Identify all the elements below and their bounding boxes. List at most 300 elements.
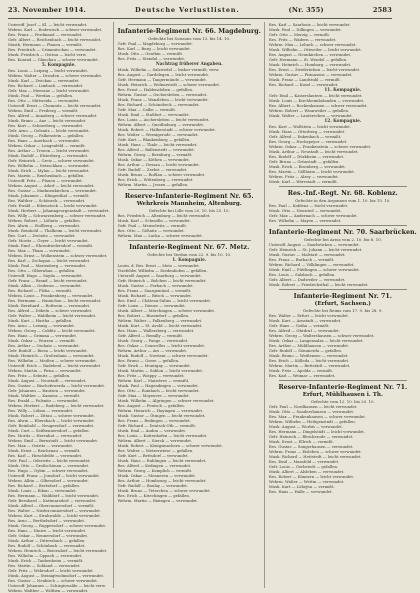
header-page-number: 2583	[372, 6, 392, 14]
list-item: Res. Richard — Kusel — verwundet.	[268, 82, 339, 87]
list-item: Wehrm. Franz — Eisleben — schwer verwundet.	[268, 449, 362, 454]
list-item: Res. Willy — Löbau — verwundet.	[8, 408, 74, 413]
list-item: Unteroff. Ernst — Chemnitz — leicht verwundet.	[8, 103, 102, 108]
list-item: Res. Rudolf — Dürkheim — verwundet.	[268, 154, 345, 159]
list-item: Wehrm. Martin — Pirna — verwundet.	[8, 368, 82, 373]
list-item: Res. Fritz — Woippy — verwundet.	[117, 373, 185, 378]
list-item: Res. Walter — Metzerwiese — gefallen.	[117, 448, 194, 453]
list-item: Gefr. Louis — Gerbstedt — gefallen.	[268, 464, 339, 469]
list-item: Musk. Bruno — Teterchen — schwer verwundet.	[117, 488, 211, 493]
list-item: Res. Karl — Hirschfelde — verwundet.	[8, 453, 83, 458]
list-item: Musk. Wilhelm — Ottweiler — leicht verwundet.	[268, 47, 362, 52]
list-item: Musk. Arthur — Dittersbach — gefallen.	[8, 538, 86, 543]
company-heading: 5. Kompagnie.	[41, 62, 76, 67]
list-item: Musk. Heinrich — Wolmirstedt — schwer verwundet.	[117, 82, 221, 87]
company-heading: 11. Kompagnie.	[324, 87, 362, 92]
list-item: Res. Hugo — Oybin — schwer verwundet.	[8, 468, 89, 473]
list-item: Res. Arthur — Hombourg — leicht verwundet.	[117, 478, 207, 483]
list-item: Wehrm. Walter — Dresden — schwer verwundet.	[8, 73, 103, 78]
list-item: Musk. Kurt — St. Avold — leicht verwundet.	[117, 323, 203, 328]
list-item: Gefr. Paul — Magdeburg — verwundet.	[117, 41, 193, 46]
list-item: Musk. Heinrich — Großenhain — verwundet.	[8, 353, 95, 358]
list-item: Gefr. Emil — Kaiserslautern — leicht verwundet.	[268, 93, 363, 98]
section-subheading: Erfurt, Mühlhausen i. Th.	[302, 392, 383, 398]
section-heading: Infanterie-Regiment Nr. 67. Metz.	[129, 244, 250, 251]
list-item: Res. Robert — Busendorf — gefallen.	[117, 313, 190, 318]
list-item: Musk. Albert — Alsleben — verwundet.	[268, 469, 345, 474]
list-item: Musk. Rudolf — Elsterberg — verwundet.	[8, 153, 89, 158]
list-item: Res. Gustav — Sangerhausen — verwundet.	[268, 444, 354, 449]
list-item: Res. August — Fentsch — gefallen.	[117, 403, 185, 408]
list-item: Wehrm. Emil — Bernstadt — leicht verwundet.	[8, 438, 99, 443]
list-item: Res. Hans — Auerbach — verwundet.	[8, 138, 81, 143]
list-item: Res. Willy — Schwarzenberg — schwer verwundet.	[8, 213, 107, 218]
list-item: Res. Ernst — Zweibrücken — leicht verwundet.	[268, 67, 361, 72]
section-divider	[128, 189, 251, 190]
list-item: Musk. Ernst — Reichenau — vermißt.	[8, 448, 81, 453]
section-heading: Res.-Inf.-Regt. Nr. 68. Koblenz.	[287, 190, 398, 197]
list-item: Res. Emil — Château-Salins — leicht verwundet.	[117, 298, 212, 303]
list-item: Res. Hermann — Dingelstädt — leicht verwundet.	[268, 429, 365, 434]
list-item: Musk. Erich — Mylau — leicht verwundet.	[8, 168, 90, 173]
list-item: Gefr. Paul — Meuselwitz — vermißt.	[117, 223, 188, 228]
list-item: Musk. Rudolf — Novéant — schwer verwundet.	[117, 353, 209, 358]
list-item: Res. Erich — Wittenberg — verwundet.	[117, 177, 194, 182]
list-item: Wehrm. Emil — Freiberg — vermißt.	[8, 108, 79, 113]
list-item: Musk. Hans — Ruhlingen — leicht verwundet.	[117, 458, 207, 463]
list-item: Gefr. Rudolf — Zerbst — verwundet.	[117, 167, 188, 172]
list-item: Musk. Otto — Großschönau — verwundet.	[8, 463, 90, 468]
section-heading: Infanterie-Regiment Nr. 71.	[293, 293, 392, 300]
list-item: Res. Otto — Olbernhau — gefallen.	[8, 268, 76, 273]
list-item: Musk. Karl — Wörrstadt — vermißt.	[268, 179, 338, 184]
list-item: Gefr. Heinrich — Bleicherode — verwundet.	[268, 434, 354, 439]
list-item: Res. Karl — Burg — leicht verwundet.	[117, 46, 191, 51]
list-item: Musk. Franz — Wanzleben — leicht verwundet.	[117, 97, 209, 102]
list-item: Musk. Bruno — Aue — leicht verwundet.	[8, 118, 87, 123]
list-item: Gefr. Hermann — St. Wendel — gefallen.	[268, 57, 348, 62]
list-item: Res. Alfred — Ohrdruf — verwundet.	[268, 328, 340, 333]
list-item: Musk. Oskar — Langensalza — leicht verwundet.	[268, 338, 364, 343]
list-item: Res. Louis — Leipzig — leicht verwundet.	[8, 68, 89, 73]
list-item: Gefr. Rudolf — Riesa — leicht verwundet.	[8, 348, 88, 353]
list-item: Wehrm. Wilhelm — Heiligenstadt — gefallen.	[268, 419, 356, 424]
list-item: Musk. Richard — Hettstedt — leicht verwundet.	[268, 454, 362, 459]
list-item: Wehrm. Albin — Olbersdorf — verwundet.	[8, 478, 90, 483]
list-item: Res. Alfred — Annaberg — schwer verwundet.	[8, 113, 98, 118]
list-item: Res. Arno — Berthelsdorf — verwundet.	[8, 518, 86, 523]
list-item: Musk. Otto — Genthin — vermißt.	[117, 51, 184, 56]
list-item: Wehrm. Martin — Rixingen — verwundet.	[117, 498, 199, 503]
list-item: Res. Walter — Erfurt — leicht verwundet.	[268, 313, 349, 318]
list-item: Res. Martin — Sohland — verwundet.	[8, 563, 81, 568]
list-item: Res. Richard — Limbach — verwundet.	[8, 83, 84, 88]
list-item: Musk. Gustav — Ötingen — leicht verwundet.	[117, 413, 206, 418]
list-item: Gefr. Franz — Brand — leicht verwundet.	[8, 278, 88, 283]
list-item: Gefr. Ewald — Eibenstock — leicht verwundet.	[8, 203, 98, 208]
list-item: Res. Hans — Wallersberg — verwundet.	[117, 328, 195, 333]
list-item: Res. Franz — Redingen — verwundet.	[117, 418, 191, 423]
list-item: Wehrm. Georg — Bernburg — vermißt.	[117, 152, 193, 157]
list-item: Res. Franz — Burbach — vermißt.	[268, 257, 335, 262]
list-item: Musk. Robert — Zittau — schwer verwundet.	[8, 413, 95, 418]
list-item: Res. Kurt — Schneeberg — verwundet.	[8, 123, 84, 128]
list-item: Musk. Ernst — Ellrich — vermißt.	[268, 439, 334, 444]
list-item: Wehrm. Heinrich — Hayingen — verwundet.	[117, 408, 204, 413]
list-item: Musk. Georg — Pange — verwundet.	[117, 338, 189, 343]
list-item: Musk. August — Worbis — verwundet.	[268, 424, 343, 429]
header-issue: (Nr. 355)	[288, 6, 324, 14]
list-item: Res. Fritz — Wadern — verwundet.	[268, 37, 337, 42]
column-2	[118, 22, 265, 588]
section-note: Gefechte vom 12. 10. bis 20. 10.	[310, 399, 375, 404]
list-item: Wehrm. Walther — Wilthen — verwundet.	[8, 588, 89, 593]
section-note: Gefechte bei Reims vom 17. 9. bis 28. 9.	[303, 308, 383, 313]
list-item: Res. Hans — Grimma — verwundet.	[8, 333, 78, 338]
list-item: Gefr. Otto — Merzig — vermißt.	[268, 32, 331, 37]
list-item: Wehrm. Georg — Colditz — leicht verwundet.	[8, 328, 96, 333]
list-item: Musk. Otto — Neuwied — verwundet.	[268, 208, 342, 213]
list-item: Res. Franz — Ferdinand — verwundet.	[8, 32, 83, 37]
list-item: Res. Rudolf — Schönbach — verwundet.	[8, 543, 86, 548]
list-item: Res. Max — Ostritz — verwundet.	[8, 443, 74, 448]
list-item: Wehrm. Fritz — Alzey — verwundet.	[268, 174, 339, 179]
company-heading: 1. Kompagnie.	[172, 257, 207, 262]
section-note: Gefechte bei Soissons vom 13. bis 14. 10.	[148, 36, 231, 41]
header-date: 23. November 1914.	[8, 6, 87, 14]
section-heading: Infanterie-Regiment Nr. 70. Saarbrücken.	[268, 229, 417, 236]
list-item: Musk. Curt — Seifhennersdorf — gefallen.	[8, 428, 90, 433]
section-divider	[279, 225, 407, 226]
list-item: Res. Karl — Zschopau — leicht verwundet.	[8, 258, 91, 263]
list-item: Res. Otto — Mittweida — verwundet.	[8, 98, 80, 103]
list-item: Musk. Oskar — Wurzen — vermißt.	[8, 338, 76, 343]
list-item: Musk. Robert — Königsmachern — schwer verwundet.	[117, 443, 223, 448]
list-item: Gefr. Heinrich — Bolchen — leicht verwundet.	[117, 278, 207, 283]
list-item: Musk. Hans — Thale — leicht verwundet.	[117, 142, 198, 147]
list-item: Musk. Emil — Püttlingen — schwer verwundet.	[268, 267, 360, 272]
list-item: Res. Arno — Leisnig — verwundet.	[8, 323, 75, 328]
list-item: Gefr. Heinrich — Greiz — schwer verwundet.	[8, 158, 95, 163]
section-divider	[128, 24, 251, 25]
list-item: Unteroff. August — Saarburg — verwundet.	[117, 273, 202, 278]
list-item: Musk. Reinhold — Thalheim — leicht verwundet.	[8, 228, 103, 233]
company-heading: Nachtrag früherer Angaben.	[155, 61, 223, 66]
list-item: Res. Alfred — Ballenstedt — verwundet.	[117, 147, 195, 152]
list-item: Musk. Louis — Kirchheimbolanden — verwundet.	[268, 98, 365, 103]
list-item: Gefr. Bernhard — Kottmarsdorf — verwundet.	[8, 498, 97, 503]
list-item: Wehrm. Kurt — Strahwalde — leicht verwundet.	[8, 513, 101, 518]
list-item: Res. Franz — Saargemünd — vermißt.	[117, 288, 192, 293]
list-item: Musk. Bruno — Weißensee — verwundet.	[268, 353, 349, 358]
list-item: Wehrm. Karl — Rodewisch — schwer verwundet.	[8, 27, 103, 32]
list-item: Gefr. Rudolf — Sömmerda — gefallen.	[268, 348, 342, 353]
list-item: Wehrm. Martin — Buttstädt — verwundet.	[268, 363, 351, 368]
list-item: Musk. Alfred — Obercunnersdorf — vermißt.	[8, 503, 95, 508]
list-item: Leutn. d. Res. Ernst — Metz — verwundet.	[117, 263, 200, 268]
list-item: Wehrm. Arthur — Ars — verwundet.	[117, 348, 188, 353]
list-item: Musk. Fritz — Apolda — vermißt.	[268, 368, 334, 373]
list-item: Vizefeldw. Wilhelm — Diedenhofen — gefallen.	[117, 268, 208, 273]
list-item: Res. August — Gardelegen — leicht verwundet.	[117, 72, 210, 77]
list-item: Wehrm. Oskar — Lengenfeld — vermißt.	[8, 143, 86, 148]
list-item: Res. Arthur — Treuen — leicht verwundet.	[8, 148, 91, 153]
list-item: Wehrm. Walter — Wettin — verwundet.	[268, 479, 345, 484]
list-item: Gefr. Oskar — Rennersdorf — verwundet.	[8, 533, 89, 538]
section-divider	[279, 380, 407, 381]
list-item: Wehrm. Walter — Falkenberg — verwundet.	[117, 318, 203, 323]
list-item: Res. Hermann — Hainichen — leicht verwundet.	[8, 298, 102, 303]
list-item: Unteroff. Erich — Radebeul — leicht verwundet.	[8, 363, 102, 368]
column-1	[8, 22, 114, 593]
list-item: Res. Martin — Reichenbach — gefallen.	[8, 173, 85, 178]
list-item: Res. Wilhelm — Mayen — verwundet.	[268, 218, 342, 223]
list-item: Res. Otto — Rombach — leicht verwundet.	[117, 388, 200, 393]
list-item: Musk. August — Steinigtwolmsdorf — verwundet.	[8, 573, 105, 578]
list-item: Musk. Emil — Ehrenfriedersdorf — vermißt.	[8, 243, 94, 248]
list-item: Res. Max — Thum — verwundet.	[8, 248, 71, 253]
list-item: Res. Arthur — Mühlhausen — verwundet.	[268, 343, 350, 348]
list-item: Gefr. Max — Meerane — leicht verwundet.	[8, 88, 91, 93]
list-item: Res. Emil — Mansfeld — verwundet.	[268, 459, 340, 464]
list-item: Wehrm. Max — Lebach — schwer verwundet.	[268, 42, 357, 47]
list-item: Res. Richard — Bertsdorf — gefallen.	[8, 483, 80, 488]
list-item: Gefr. Kurt — Bettsdorf — verwundet.	[117, 453, 189, 458]
list-item: Res. Albert — Rockenhausen — schwer verwundet.	[268, 103, 368, 108]
list-item: Gefr. Max — Andernach — schwer verwundet.	[268, 213, 358, 218]
list-item: Gefr. Rudolf — Boulay — verwundet.	[117, 483, 189, 488]
list-item: Wehrm. Georg — Kemplich — vermißt.	[117, 468, 193, 473]
list-item: Wehrm. Ernst — Wolkenstein — schwer verwundet.	[8, 253, 108, 258]
list-item: Wehrm. Heinrich — Beiersdorf — leicht verwundet.	[8, 548, 108, 553]
list-item: Mustk. Hermann — Plauen — vermißt.	[8, 42, 83, 47]
list-item: Unteroff. Fritz — Plauen — verwundet.	[8, 178, 84, 183]
list-item: Gefr. Max — Calbe — vermißt.	[117, 107, 177, 112]
list-item: Gefr. Albert — Dudweiler — verwundet.	[268, 277, 346, 282]
list-item: Res. Hans — Halle — verwundet.	[268, 489, 333, 494]
section-subheading: Wehrkreis Mannheim, Altenburg.	[136, 201, 242, 207]
list-item: Res. Alfred — Döbeln — schwer verwundet.	[8, 308, 93, 313]
list-item: Wehrm. Louis — Frankenberg — verwundet.	[8, 293, 94, 298]
list-item: Res. Ernst — Haldensleben — gefallen.	[117, 87, 194, 92]
list-item: Res. Georg — Hochspeyer — verwundet.	[268, 139, 348, 144]
list-item: Res. Louis — Aschersleben — leicht verwundet.	[117, 117, 210, 122]
list-item: Unteroff. August — Saarbrücken — verwundet.	[268, 242, 360, 247]
list-item: Unteroff. Hugo — Sayda — verwundet.	[8, 273, 83, 278]
section-divider	[128, 240, 251, 241]
list-item: Wehrm. Gustav — Oschersleben — verwundet.	[117, 92, 208, 97]
list-item: Gefr. Erich — Montigny — verwundet.	[117, 363, 192, 368]
list-item: Musk. Paul — Hagendingen — verwundet.	[117, 383, 199, 388]
list-item: Res. Hans — Ninive — leicht verwundet.	[8, 528, 87, 533]
list-item: Gefr. Louis — Dieuze — verwundet.	[117, 303, 186, 308]
list-item: Gefr. Hans — Gotha — vermißt.	[268, 323, 330, 328]
list-item: Musk. Bernhard — Roßwein — verwundet.	[8, 303, 91, 308]
list-item: Musk. Hans — Otterberg — verwundet.	[268, 129, 346, 134]
section-divider	[279, 186, 407, 187]
list-item: Musk. Herbert — Johanngeorgenstadt — verwundet.	[8, 208, 110, 213]
list-item: Musk. Kurt — Hartha — gefallen.	[8, 318, 73, 323]
list-item: Res. Walther — Schöneck — verwundet.	[8, 198, 86, 203]
list-item: Res. Louis — Kattenhofen — leicht verwundet.	[117, 433, 208, 438]
list-item: Musk. Gustav — Malstatt — verwundet.	[268, 252, 346, 257]
list-item: Wehrm. Gustav — Pirmasens — verwundet.	[268, 72, 353, 77]
list-item: Musk. Franz — Landstuhl — vermißt.	[268, 77, 341, 82]
list-item: Res. Hermann — Walddorf — leicht verwundet.	[8, 493, 100, 498]
list-item: Musk. Kurt — Arnstadt — verwundet.	[268, 318, 342, 323]
list-item: Musk. Emil — Staßfurt — verwundet.	[117, 112, 190, 117]
list-item: Musk. Wilhelm — Algringen — schwer verwundet.	[117, 398, 215, 403]
list-item: Musk. Arthur — Neustadt — leicht verwundet.	[268, 149, 359, 154]
list-item: Gefr. Alfred — Remilly — vermißt.	[117, 333, 184, 338]
list-item: Res. Wilhelm — Netzschkau — verwundet.	[8, 163, 91, 168]
list-item: Musk. Louis — Eibau — verwundet.	[8, 488, 77, 493]
list-item: Gefr. Albert — Reichenbach — leicht verwundet.	[8, 37, 102, 42]
list-item: Res. Erich — Kölleda — leicht verwundet.	[268, 358, 350, 363]
list-item: Res. Gustav — Bischofswerda — leicht verwundet.	[8, 383, 106, 388]
list-item: Res. Walter — Wernigerode — verwundet.	[117, 132, 199, 137]
text-columns	[8, 22, 417, 593]
list-item: Musk. August — Neustadt — verwundet.	[8, 378, 87, 383]
list-item: Res. Kurt — Wolfstein — leicht verwundet.	[268, 124, 351, 129]
list-item: Wehrm. Albert — Sierck — verwundet.	[117, 438, 193, 443]
section-subheading: (Erfurt, Sachsen.)	[314, 301, 371, 307]
list-item: Wehrm. Richard — Völklingen — verwundet.	[268, 262, 355, 267]
section-heading: Infanterie-Regiment Nr. 66. Magdeburg.	[117, 28, 261, 35]
list-item: Musk. Walther — Kamenz — vermißt.	[8, 393, 81, 398]
list-item: Gefr. Arno — Oelsnitz — leicht verwundet.	[8, 128, 90, 133]
list-item: Musk. Paul — Werdau — gefallen.	[8, 93, 74, 98]
list-item: Res. Karl — Saarlouis — leicht verwundet.	[268, 22, 351, 27]
list-item: Unteroff. Franz — Jonsdorf — leicht verwundet.	[8, 473, 100, 478]
list-item: Unteroff. Josef — Kl. — leicht verwundet.	[8, 22, 88, 27]
list-item: Res. Konrad — Glauchau — schwer verwundet.	[8, 57, 99, 62]
list-item: Musk. Johannes — Klingenthal — vermißt.	[8, 193, 90, 198]
list-item: Res. Gustav — Markneukirchen — verwundet.	[8, 188, 98, 193]
list-item: Musk. Erich — Eisenberg — verwundet.	[268, 164, 346, 169]
list-item: Musk. Georg — Falkenstein — gefallen.	[8, 133, 85, 138]
list-item: Res. Otto — Gößnitz — verwundet.	[117, 228, 185, 233]
list-item: Wehrm. Max — Lucka — schwer verwundet.	[117, 233, 203, 238]
list-item: Res. Martin — Göllheim — leicht verwundet.	[268, 169, 355, 174]
list-item: Musk. Georg — Ruppersdorf — schwer verwundet.	[8, 523, 107, 528]
list-item: Gefr. Moritz — Geyer — leicht verwundet.	[8, 238, 89, 243]
list-item: Musk. Robert — Friedrichsthal — leicht verwundet.	[268, 282, 369, 287]
page-header	[8, 6, 392, 19]
list-item: Musk. Albin — Oederan — verwundet.	[8, 283, 82, 288]
list-item: Musk. Albert — Mörchingen — schwer verwundet.	[117, 308, 216, 313]
list-item: Musk. Walter — Lauterecken — verwundet.	[268, 113, 353, 118]
list-item: Res. Moritz — Herrnhut — verwundet.	[8, 433, 83, 438]
list-item: Gefr. Kurt — Blankenburg — gefallen.	[117, 137, 191, 142]
list-item: Wehrm. Karl — Maizières — vermißt.	[117, 378, 190, 383]
list-item: Wehrm. Oskar — Frankenstein — schwer verwundet.	[268, 144, 372, 149]
list-item: Res. Gustav — Neukirch — schwer verwundet.	[8, 578, 98, 583]
list-item: Wehrm. Herbert — Radeberg — leicht verwundet.	[8, 403, 105, 408]
list-item: Gefr. Paul — Nordhausen — leicht verwundet.	[268, 404, 358, 409]
list-item: Musk. Oskar — Köthen — verwundet.	[117, 157, 190, 162]
section-heading: Reserve-Infanterie-Regiment Nr. 65.	[124, 193, 254, 200]
list-item: Res. Friedrich — Altenburg — leicht verwundet.	[117, 213, 211, 218]
list-item: Musk. Wilhelm — Salzwedel — bisher vermißt, verw.	[117, 67, 220, 72]
list-item: Unteroff. Johannes — Schirgiswalde — leicht verw.	[8, 583, 106, 588]
list-item: Res. Alwin — Ebersbach — leicht verwundet.	[8, 418, 95, 423]
list-item: Musk. Karl — Schmölln — verwundet.	[117, 218, 191, 223]
list-item: Res. Richard — Schönebeck — verwundet.	[117, 102, 200, 107]
section-note: Gefechte in den Argonnen vom 1. 10. bis 15. 10.	[295, 198, 391, 203]
list-item: Musk. Paul — Marienberg — verwundet.	[8, 263, 87, 268]
list-item: Gefr. Bruno — Grünstadt — gefallen.	[268, 159, 340, 164]
list-item: Res. Arthur — Oschatz — verwundet.	[8, 343, 80, 348]
section-divider	[279, 289, 407, 290]
list-item: Res. Louis — Sulzbach — gefallen.	[268, 272, 336, 277]
list-item: Res. Friedrich — Crimmitschau — verwundet.	[8, 47, 97, 52]
list-item: Musk. Friedrich — Ostrau — leicht verw.	[8, 52, 87, 57]
list-item: Gefr. Richard — Deutsch-Oth — vermißt.	[117, 423, 197, 428]
list-item: Res. Alwin — Stollberg — verwundet.	[8, 223, 81, 228]
section-note: Gefechte bei Verdun vom 22. 9. bis 10. 10.	[147, 252, 232, 257]
section-heading: Reserve-Infanterie-Regiment Nr. 71.	[278, 384, 408, 391]
list-item: Gefr. Paul — Oderwitz — leicht verwundet.	[8, 458, 91, 463]
list-item: Wehrm. August — Adorf — leicht verwundet.	[8, 183, 95, 188]
list-item: Gefr. Fritz — Wehrsdorf — leicht verwundet.	[8, 568, 94, 573]
list-item: Res. Alfred — Kedingen — verwundet.	[117, 463, 192, 468]
list-item: Musk. Heinrich — Homburg — verwundet.	[268, 62, 352, 67]
list-item: Gefr. Walter — Waldheim — leicht verwundet.	[8, 313, 97, 318]
list-item: Res. Ewald — Pulsnitz — verwundet.	[8, 398, 79, 403]
list-item: Gefr. Alfred — Enkenbach — vermißt.	[268, 134, 342, 139]
list-item: Res. Wilhelm — Oppach — verwundet.	[8, 553, 83, 558]
list-item: Musk. Oskar — Monneren — verwundet.	[117, 473, 197, 478]
list-item: Musk. Robert — Halberstadt — schwer verwundet.	[117, 127, 216, 132]
list-item: Res. Robert — Könnern — leicht verwundet.	[268, 474, 355, 479]
list-item: Res. Karl — Weimar — verwundet.	[268, 373, 336, 378]
list-item: Musk. Kurt — Löbejün — vermißt.	[268, 484, 335, 489]
list-item: Res. August — Neunkirchen — verwundet.	[268, 52, 352, 57]
list-item: Musk. Erich — Taubenheim — vermißt.	[8, 558, 84, 563]
list-item: Res. Oskar — Courcelles — leicht verwundet.	[117, 343, 206, 348]
list-item: Res. Erich — Kriechingen — gefallen.	[117, 493, 190, 498]
section-note: Gefechte bei Arras vom 2. 10. bis 8. 10.	[303, 237, 382, 242]
list-item: Res. Paul — Koblenz — leicht verwundet.	[268, 203, 349, 208]
list-item: Gefr. Max — Moyeuvre — verwundet.	[117, 393, 190, 398]
company-heading: 12. Kompagnie.	[324, 118, 362, 123]
list-item: Res. Fritz — Sebnitz — gefallen.	[8, 373, 71, 378]
list-item: Musk. Bruno — Roßlau — schwer verwundet.	[117, 172, 206, 177]
list-item: Musk. Emil — Audun — verwundet.	[117, 428, 187, 433]
list-item: Wehrm. Robert — Lößnitz — gefallen.	[8, 218, 81, 223]
list-item: Wehrm. Georg — Waltershausen — schwer verwundet.	[268, 333, 375, 338]
list-item: Res. Bruno — Gorze — gefallen.	[117, 358, 180, 363]
list-item: Res. Arthur — Dessau — leicht verwundet.	[117, 162, 200, 167]
list-item: Musk. Karl — Zwickau — verwundet.	[8, 78, 80, 83]
list-item: Res. Max — Frankenhausen — schwer verwundet.	[268, 414, 366, 419]
list-item: Res. Curt — Zwönitz — verwundet.	[8, 233, 76, 238]
list-item: Musk. Martin — Sablon — leicht verwundet.	[117, 368, 204, 373]
list-item: Musk. Otto — Sondershausen — verwundet.	[268, 409, 355, 414]
list-item: Res. Wilhelm — Meißen — schwer verwundet.	[8, 358, 98, 363]
header-title: Deutsche Verlustlisten.	[135, 6, 240, 14]
list-item: Wehrm. Albert — Quedlinburg — verwundet.	[117, 122, 205, 127]
section-note: Gefechte bei Lille vom 20. 10. bis 25. 10.	[148, 208, 230, 213]
list-item: Res. Walter — Niedercunnersdorf — verwundet.	[8, 508, 101, 513]
list-item: Wehrm. Martin — Jessen — gefallen.	[117, 182, 189, 187]
list-item: Res. Fritz — Stendal — verwundet.	[117, 56, 186, 61]
column-3	[269, 22, 420, 588]
list-item: Musk. Paul — Dillingen — verwundet.	[268, 27, 342, 32]
list-item: Musk. Richard — Bitsch — verwundet.	[117, 293, 192, 298]
list-item: Gefr. Reinhold — Neugersdorf — verwundet.	[8, 423, 95, 428]
